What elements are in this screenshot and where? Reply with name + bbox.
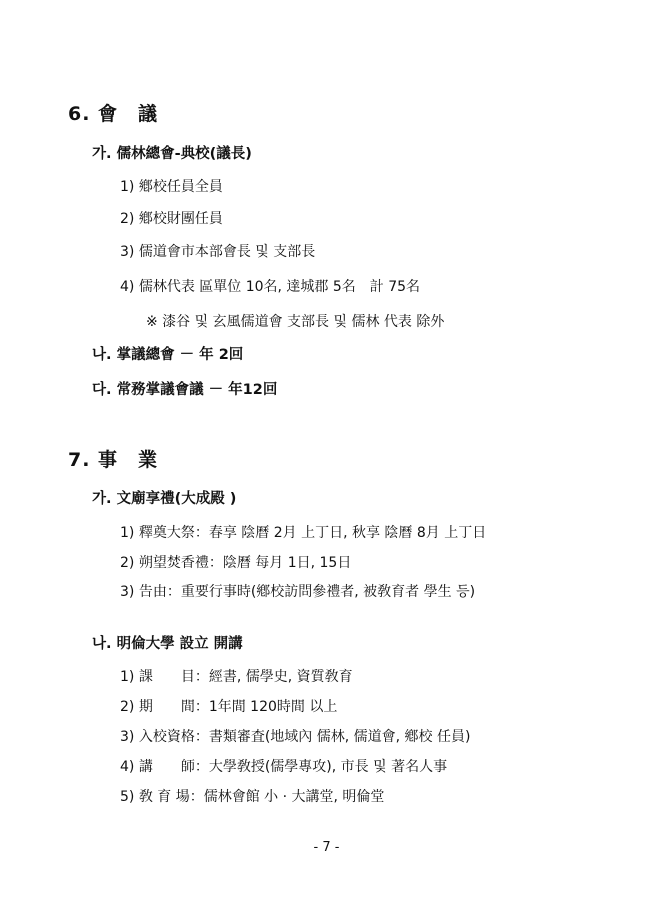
list-item: 4) 儒林代表 區單位 10名, 達城郡 5名 計 75名 <box>120 279 421 295</box>
item-label: 2) 期 間 <box>120 699 195 715</box>
list-item: 2) 朔望焚香禮：陰曆 每月 1日, 15日 <box>120 555 352 571</box>
list-item <box>120 730 470 744</box>
page-number: - 7 - <box>313 840 340 855</box>
section-7-na-heading: 나. 明倫大學 設立 開講 <box>92 636 243 652</box>
section-6-ga-heading: 가. 儒林總會-典校(議長) <box>92 146 252 162</box>
item-label: 4) 講 師 <box>120 759 195 775</box>
list-item: 1) 釋奠大祭：春享 陰曆 2月 上丁日, 秋享 陰曆 8月 上丁日 <box>120 525 487 541</box>
note: ※ 漆谷 및 玄風儒道會 支部長 및 儒林 代表 除外 <box>146 314 445 330</box>
list-item <box>120 760 447 774</box>
section-6-heading: 6. 會 議 <box>68 103 159 125</box>
list-item: 2) 鄕校財團任員 <box>120 211 223 227</box>
item-value: ：儒林會館 小 · 大講堂, 明倫堂 <box>189 789 385 805</box>
list-item: 1) 鄕校任員全員 <box>120 179 223 195</box>
list-item: 3) 告由：重要行事時(鄕校訪問參禮者, 被敎育者 學生 등) <box>120 584 476 600</box>
item-value: ：大學敎授(儒學專攻), 市長 및 著名人事 <box>194 759 448 775</box>
section-7-ga-heading: 가. 文廟享禮(大成殿 ) <box>92 491 237 507</box>
list-item: 3) 儒道會市本部會長 및 支部長 <box>120 244 316 260</box>
list-item <box>120 670 353 684</box>
section-6-da-heading: 다. 常務掌議會議 － 年12回 <box>92 382 278 398</box>
list-item <box>120 790 384 804</box>
item-label: 3) 入校資格 <box>120 729 195 745</box>
item-label: 1) 課 目 <box>120 669 195 685</box>
item-value: ：書類審査(地域內 儒林, 儒道會, 鄕校 任員) <box>194 729 471 745</box>
section-6-na-heading: 나. 掌議總會 － 年 2回 <box>92 347 244 363</box>
item-label: 5) 敎 育 場 <box>120 789 190 805</box>
item-value: ：經書, 儒學史, 資質敎育 <box>194 669 353 685</box>
section-7-heading: 7. 事 業 <box>68 449 159 471</box>
item-value: ：1年間 120時間 以上 <box>194 699 338 715</box>
list-item <box>120 700 337 714</box>
